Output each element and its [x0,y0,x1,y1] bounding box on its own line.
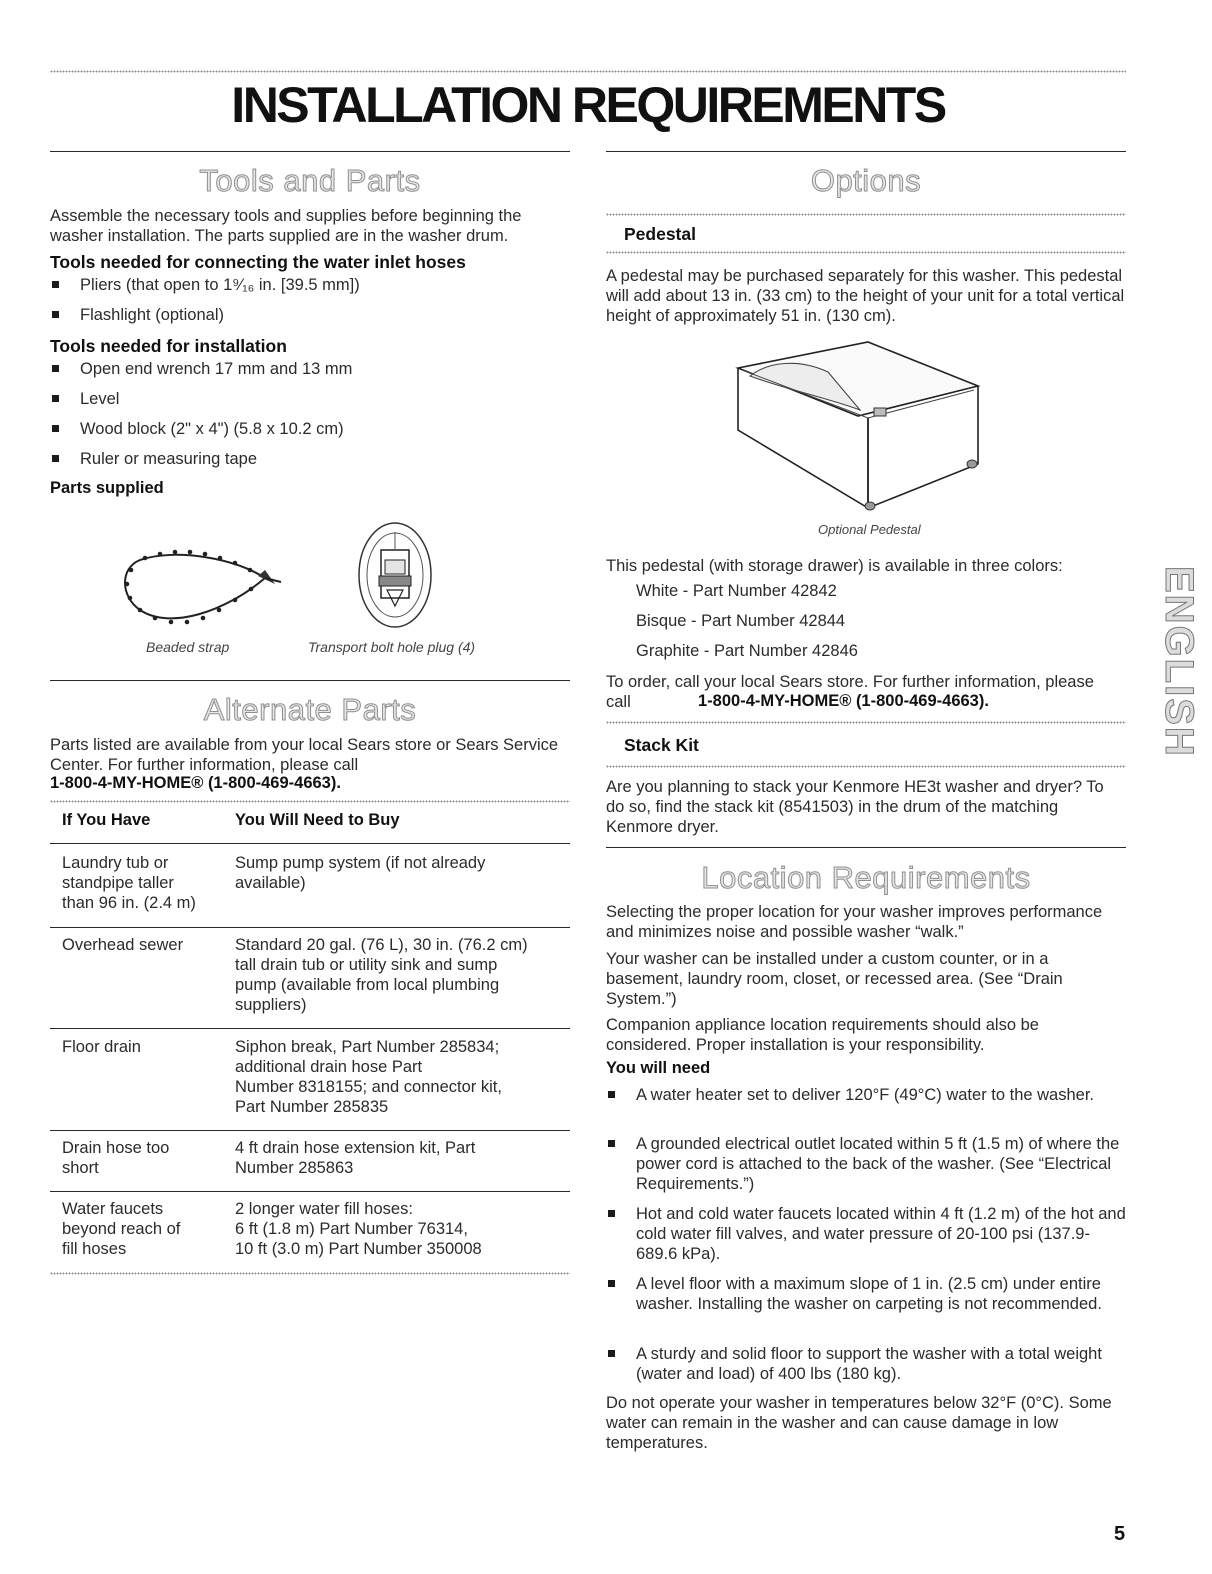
bullet-icon [52,365,59,372]
location-p2: Your washer can be installed under a custom counter, or in a basement, laundry room, closet, or recessed area. (See “Drain System.”) [606,950,1063,1008]
table-divider [50,927,570,928]
install-heading: Tools needed for installation [50,336,287,356]
alternate-heading: Alternate Parts [203,692,417,727]
beaded-strap-image [115,548,290,630]
table-cell-have: Laundry tub or standpipe taller than 96 in. (2.4 m) [62,854,196,912]
colors-intro: This pedestal (with storage drawer) is available in three colors: [606,557,1063,575]
caption-bolt-plug: Transport bolt hole plug (4) [308,639,476,655]
color-option: Graphite - Part Number 42846 [636,642,858,660]
bullet-icon [608,1350,615,1357]
table-cell-need: Sump pump system (if not already available) [235,854,486,892]
list-item: Wood block (2" x 4") (5.8 x 10.2 cm) [50,419,580,439]
list-item: Hot and cold water faucets located within 4 ft (1.2 m) of the hot and cold water fill valves, and water pressure of 20-100 psi (137.9-689.6 kPa). [606,1204,1126,1264]
top-rule [50,70,1126,73]
pedestal-caption: Optional Pedestal [818,522,921,537]
bullet-icon [608,1280,615,1287]
page-number: 5 [1114,1523,1126,1545]
table-cell-have: Water faucets beyond reach of fill hoses [62,1200,181,1258]
pedestal-text: A pedestal may be purchased separately for this washer. This pedestal will add about 13 in. (33 cm) to the height of your unit for a total vertical height of approximately 51 in. (130 cm). [606,267,1125,325]
options-heading: Options [810,163,922,198]
tools-rule [50,151,570,152]
color-option: Bisque - Part Number 42844 [636,612,846,630]
color-option: White - Part Number 42842 [636,582,837,600]
table-divider [50,843,570,844]
table-cell-have: Drain hose too short [62,1139,170,1177]
bullet-icon [608,1140,615,1147]
need-heading: You will need [606,1059,711,1077]
hoses-heading: Tools needed for connecting the water inlet hoses [50,252,466,272]
table-divider [50,1191,570,1192]
location-p1: Selecting the proper location for your washer improves performance and minimizes noise and possible washer “walk.” [606,903,1103,941]
stack-heading: Stack Kit [624,735,699,755]
table-header-have: If You Have [62,811,151,829]
list-item: Ruler or measuring tape [50,449,580,469]
stack-top-rule [606,721,1126,724]
table-divider [50,1130,570,1131]
pedestal-top-rule [606,213,1126,216]
location-rule [606,847,1126,848]
pedestal-heading: Pedestal [624,224,696,244]
order-phone: 1-800-4-MY-HOME® (1-800-469-4663). [698,692,989,710]
table-header-need: You Will Need to Buy [235,811,400,829]
options-rule [606,151,1126,152]
stack-text: Are you planning to stack your Kenmore HE3t washer and dryer? To do so, find the stack kit (8541503) in the drum of the matching Kenmore dryer. [606,778,1104,836]
list-item: Flashlight (optional) [50,305,580,325]
table-divider [50,1028,570,1029]
list-item: A grounded electrical outlet located within 5 ft (1.5 m) of where the power cord is attached to the back of the washer. (See “Electrical Requirements.”) [606,1134,1126,1194]
list-item: Open end wrench 17 mm and 13 mm [50,359,580,379]
bolt-hole-plug-image [355,520,435,630]
location-heading: Location Requirements [701,860,1031,895]
bullet-icon [608,1091,615,1098]
language-tab: ENGLISH [1157,566,1201,758]
list-item: Pliers (that open to 1⁹⁄₁₆ in. [39.5 mm]) [50,275,580,295]
list-item: A sturdy and solid floor to support the washer with a total weight (water and load) of 400 lbs (180 kg). [606,1344,1126,1384]
list-item: A water heater set to deliver 120°F (49°C) water to the washer. [606,1085,1126,1105]
stack-bottom-rule [606,765,1126,768]
parts-heading: Parts supplied [50,479,164,497]
pedestal-image [728,338,990,516]
table-bottom-rule [50,1272,570,1275]
tools-intro: Assemble the necessary tools and supplies before beginning the washer installation. The parts supplied are in the washer drum. [50,207,522,245]
page-title: INSTALLATION REQUIREMENTS [231,77,945,133]
pedestal-bottom-rule [606,251,1126,254]
bullet-icon [52,455,59,462]
bullet-icon [52,281,59,288]
bullet-icon [52,425,59,432]
caption-beaded-strap: Beaded strap [146,639,230,655]
table-cell-need: Siphon break, Part Number 285834; additional drain hose Part Number 8318155; and connector kit, Part Number 285835 [235,1038,502,1116]
order-text: To order, call your local Sears store. For further information, please call [606,673,1094,711]
table-top-rule [50,800,570,803]
table-cell-need: Standard 20 gal. (76 L), 30 in. (76.2 cm) tall drain tub or utility sink and sump pump (available from local plumbing suppliers) [235,936,528,1014]
list-item: A level floor with a maximum slope of 1 in. (2.5 cm) under entire washer. Installing the washer on carpeting is not recommended. [606,1274,1126,1314]
location-closing: Do not operate your washer in temperatures below 32°F (0°C). Some water can remain in the washer and can cause damage in low temperatures. [606,1394,1112,1452]
table-cell-need: 4 ft drain hose extension kit, Part Number 285863 [235,1139,476,1177]
location-p3: Companion appliance location requirements should also be considered. Proper installation is your responsibility. [606,1016,1039,1054]
alternate-phone: 1-800-4-MY-HOME® (1-800-469-4663). [50,774,341,792]
tools-heading: Tools and Parts [199,163,421,198]
bullet-icon [52,395,59,402]
list-item: Level [50,389,580,409]
alternate-rule [50,680,570,681]
bullet-icon [52,311,59,318]
table-cell-need: 2 longer water fill hoses: 6 ft (1.8 m) Part Number 76314, 10 ft (3.0 m) Part Number 350008 [235,1200,482,1258]
alternate-intro: Parts listed are available from your local Sears store or Sears Service Center. For further information, please call [50,736,559,774]
table-cell-have: Floor drain [62,1038,141,1056]
bullet-icon [608,1210,615,1217]
table-cell-have: Overhead sewer [62,936,184,954]
